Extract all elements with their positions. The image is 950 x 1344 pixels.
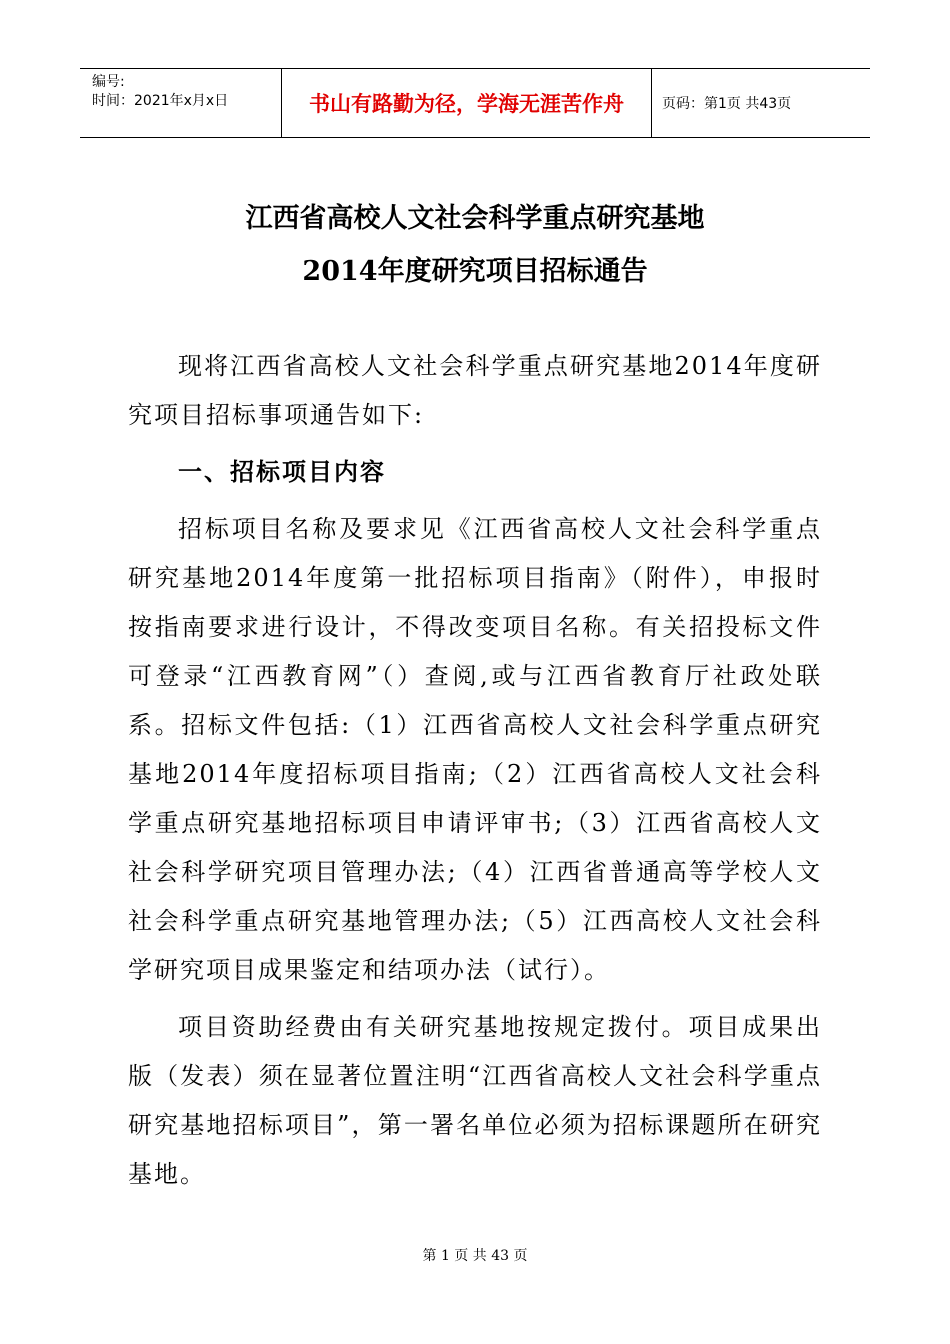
time-label: 时间：2021年x月x日 — [92, 93, 229, 109]
document-title-line1: 江西省高校人文社会科学重点研究基地 — [245, 203, 705, 234]
section-heading: 一、招标项目内容 — [178, 458, 386, 486]
paragraph-tender-content: 招标项目名称及要求见《江西省高校人文社会科学重点研究基地2014年度第一批招标项目指南》（附件），申报时按指南要求进行设计，不得改变项目名称。有关招投标文件可登录“江西教育网”（）查阅,或与江西省教育厅社政处联系。招标文件包括:（1）江西省高校人文社会科学重点研究基地2014年度招标项目指南;（2）江西省高校人文社会科学重点研究基地招标项目申请评审书;（3）江西省高校人文社会科学研究项目管理办法;（4）江西省普通高等学校人文社会科学重点研究基地管理办法;（5）江西高校人文社会科学研究项目成果鉴定和结项办法（试行）。 — [128, 515, 822, 984]
paragraph-funding: 项目资助经费由有关研究基地按规定拨付。项目成果出版（发表）须在显著位置注明“江西省高校人文社会科学重点研究基地招标项目”，第一署名单位必须为招标课题所在研究基地。 — [128, 1013, 822, 1188]
document-body — [128, 342, 822, 1199]
intro-paragraph: 现将江西省高校人文社会科学重点研究基地2014年度研究项目招标事项通告如下: — [128, 352, 822, 429]
header-table — [80, 68, 870, 138]
page-footer: 第 1 页 共 43 页 — [422, 1248, 528, 1264]
header-motto: 书山有路勤为径，学海无涯苦作舟 — [282, 69, 652, 137]
header-page-code: 页码：第1页 共43页 — [662, 96, 792, 112]
document-title-line2: 2014年度研究项目招标通告 — [302, 256, 648, 287]
header-meta-cell — [80, 69, 282, 137]
number-label: 编号: — [92, 74, 125, 90]
